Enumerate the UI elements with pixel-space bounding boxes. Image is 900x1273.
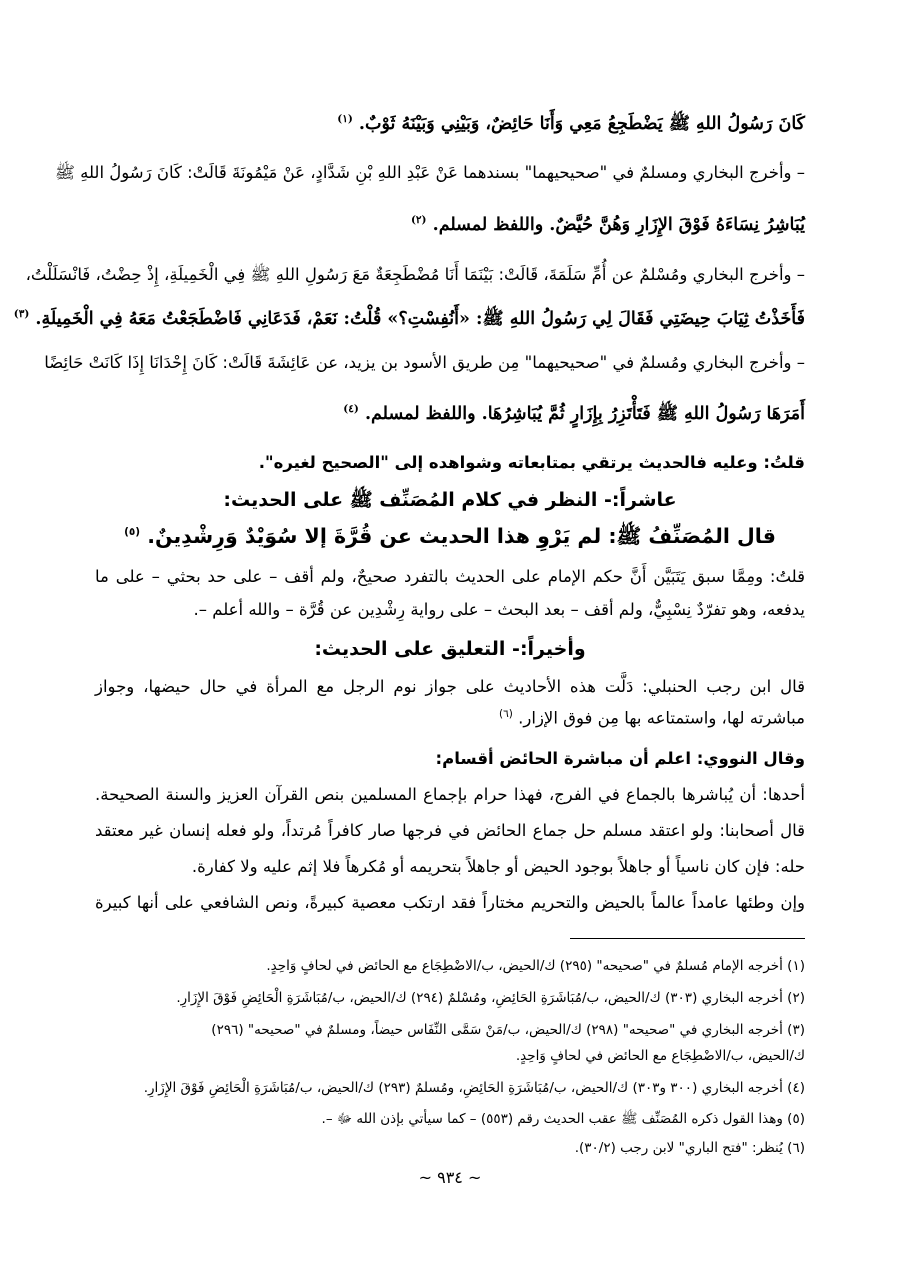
page-number [0,1168,900,1187]
paragraph-line [95,785,805,804]
line-text: أَمَرَهَا رَسُولُ اللهِ ﷺ فَتَأْتَزِرُ بِإِزَارٍ ثُمَّ يُبَاشِرُهَا. واللفظ لمسلم. [364,404,805,424]
page-number-text: ~ ٩٣٤ ~ [418,1168,482,1187]
paragraph-line [44,353,805,372]
footnote-ref: (٥) [124,526,141,539]
paragraph-line [95,857,805,876]
footnote-2 [95,990,805,1006]
line-text: وقال النووي: اعلم أن مباشرة الحائض أقسام: [435,749,805,768]
line-text: حله: فإن كان ناسياً أو جاهلاً بوجود الحيض أو جاهلاً بتحريمه أو مُكرهاً فلا إثم عليه ولا كفارة. [191,857,805,876]
hadith-text: كَانَ رَسُولُ اللهِ ﷺ يَضْطَجِعُ مَعِي وَأَنَا حَائِضٌ، وَبَيْنِي وَبَيْنَهُ ثَوْبٌ. [358,114,805,134]
paragraph-line [54,163,805,187]
footnote-text: (١) أخرجه الإمام مُسلمٌ في "صحيحه" (٢٩٥) ك/الحيض، ب/الاضْطِجَاع مع الحائض في لحافٍ وَاحِدٍ. [266,958,805,974]
line-text: – وأخرج البخاري ومُسلمٌ في "صحيحيهما" مِن طريق الأسود بن يزيد، عن عَائِشَةَ قَالَتْ: كَانَ إِحْدَانَا إِذَا كَانَتْ حَائِضًا [44,353,805,372]
line-text: وإن وطئها عامداً عالماً بالحيض والتحريم مختاراً فقد ارتكب معصية كبيرةً، ونص الشافعي على أنها كبيرة [95,893,805,912]
hadith-line [95,214,805,235]
line-text: فَأَخَذْتُ ثِيَابَ حِيضَتِي فَقَالَ لِي رَسُولُ اللهِ ﷺ: «أَنُفِسْتِ؟» قُلْتُ: نَعَمْ، فَدَعَانِي فَاضْطَجَعْتُ مَعَهُ فِي الْخَمِيلَةِ. [35,309,805,329]
paragraph-line [95,567,805,586]
footnote-separator [570,938,805,939]
hadith-line-1 [95,112,805,138]
heading-text: عاشراً:- النظر في كلام المُصَنِّف ﷺ على الحديث: [223,489,677,511]
footnote-4 [95,1080,805,1096]
paragraph-line [95,893,805,912]
hadith-line [95,402,805,428]
line-text: أحدها: أن يُباشرها بالجماع في الفرج، فهذا حرام بإجماع المسلمين بنص القرآن العزيز والسنة الصحيحة. [95,785,805,804]
paragraph-line [25,265,805,289]
heading-text: قال المُصَنِّفُ ﷺ: لم يَرْوِ هذا الحديث عن قُرَّةَ إلا سُوَيْدٌ وَرِشْدِينٌ. [147,524,776,548]
footnote-3-continued [95,1048,805,1064]
footnote-1 [95,958,805,974]
line-text: قلتُ: وعليه فالحديث يرتقي بمتابعاته وشواهده إلى "الصحيح لغيره". [258,453,805,472]
footnote-ref: (٦) [499,708,513,720]
line-text: – وأخرج البخاري ومسلمٌ في "صحيحيهما" بسندهما عَنْ عَبْدِ اللهِ بْنِ شَدَّادٍ، عَنْ مَيْمُونَةَ قَالَتْ: كَانَ رَسُولُ اللهِ ﷺ [54,163,805,182]
footnote-ref: (٢) [410,214,427,226]
paragraph-line [95,749,805,768]
footnote-3 [95,1022,805,1038]
footnote-5 [95,1110,805,1130]
footnote-text: ك/الحيض، ب/الاضْطِجَاع مع الحائض في لحافٍ وَاحِدٍ. [515,1048,805,1064]
paragraph-line [95,821,805,840]
line-text: – وأخرج البخاري ومُسْلمٌ عن أُمِّ سَلَمَةَ، قَالَتْ: بَيْنَمَا أَنَا مُضْطَجِعَةٌ مَعَ رَسُولِ اللهِ ﷺ فِي الْخَمِيلَةِ، إِذْ حِضْتُ، فَانْسَلَلْتُ، [25,265,805,284]
footnote-ref: (٣) [13,308,30,321]
paragraph-line [95,677,805,696]
paragraph-line [95,708,805,728]
footnote-ref: (١) [337,113,353,126]
footnote-ref: (٤) [343,403,359,416]
line-text: قال ابن رجب الحنبلي: دَلَّت هذه الأحاديث على جواز نوم الرجل مع المرأة في حال حيضها، وجواز [95,677,805,696]
note-line [95,453,805,472]
heading-text: وأخيراً:- التعليق على الحديث: [314,638,586,660]
line-text: يُبَاشِرُ نِسَاءَهُ فَوْقَ الإِزَارِ وَهُنَّ حُيَّضٌ. واللفظ لمسلم. [432,214,805,235]
line-text: قال أصحابنا: ولو اعتقد مسلم حل جماع الحائض في فرجها صار كافراً مُرتداً، ولو فعله إنسان غير معتقد [95,821,805,840]
paragraph-line [95,600,805,619]
line-text: مباشرته لها، واستمتاعه بها مِن فوق الإزار. [518,708,805,728]
section-heading-final [95,638,805,660]
hadith-line [13,307,805,333]
section-heading-10 [95,488,805,516]
footnote-6 [95,1140,805,1156]
footnote-text: (٤) أخرجه البخاري (٣٠٠ و٣٠٣) ك/الحيض، ب/مُبَاشَرَةِ الحَائِضِ، ومُسلمٌ (٢٩٣) ك/الحيض، ب/مُبَاشَرَةِ الْحَائِضِ فَوْقَ الإِزَارِ. [143,1080,805,1096]
line-text: قلتُ: ومِمَّا سبق يَتَبَيَّن أَنَّ حكم الإمام على الحديث بالتفرد صحيحٌ، ولم أقف – على حد بحثي – على ما [95,567,805,586]
footnote-text: (٦) يُنظر: "فتح الباري" لابن رجب (٣٠/٢). [574,1140,805,1156]
footnote-text: (٢) أخرجه البخاري (٣٠٣) ك/الحيض، ب/مُبَاشَرَةِ الحَائِضِ، ومُسْلمٌ (٢٩٤) ك/الحيض، ب/مُبَاشَرَةِ الْحَائِضِ فَوْقَ الإِزَارِ. [176,990,805,1006]
line-text: يدفعه، وهو تفرّدٌ نِسْبِيٌّ، ولم أقف – بعد البحث – على رواية رِشْدِين عن قُرَّة – والله أعلم –. [193,600,805,619]
author-statement-heading [95,524,805,554]
footnote-text: (٣) أخرجه البخاري في "صحيحه" (٢٩٨) ك/الحيض، ب/مَنْ سَمَّى النِّفَاس حيضاً، ومسلمٌ في "صحيحه" (٢٩٦) [211,1022,805,1038]
footnote-text: (٥) وهذا القول ذكره المُصَنِّف ﷺ عقب الحديث رقم (٥٥٣) – كما سيأتي بإذن الله ﷻ –. [321,1111,805,1127]
